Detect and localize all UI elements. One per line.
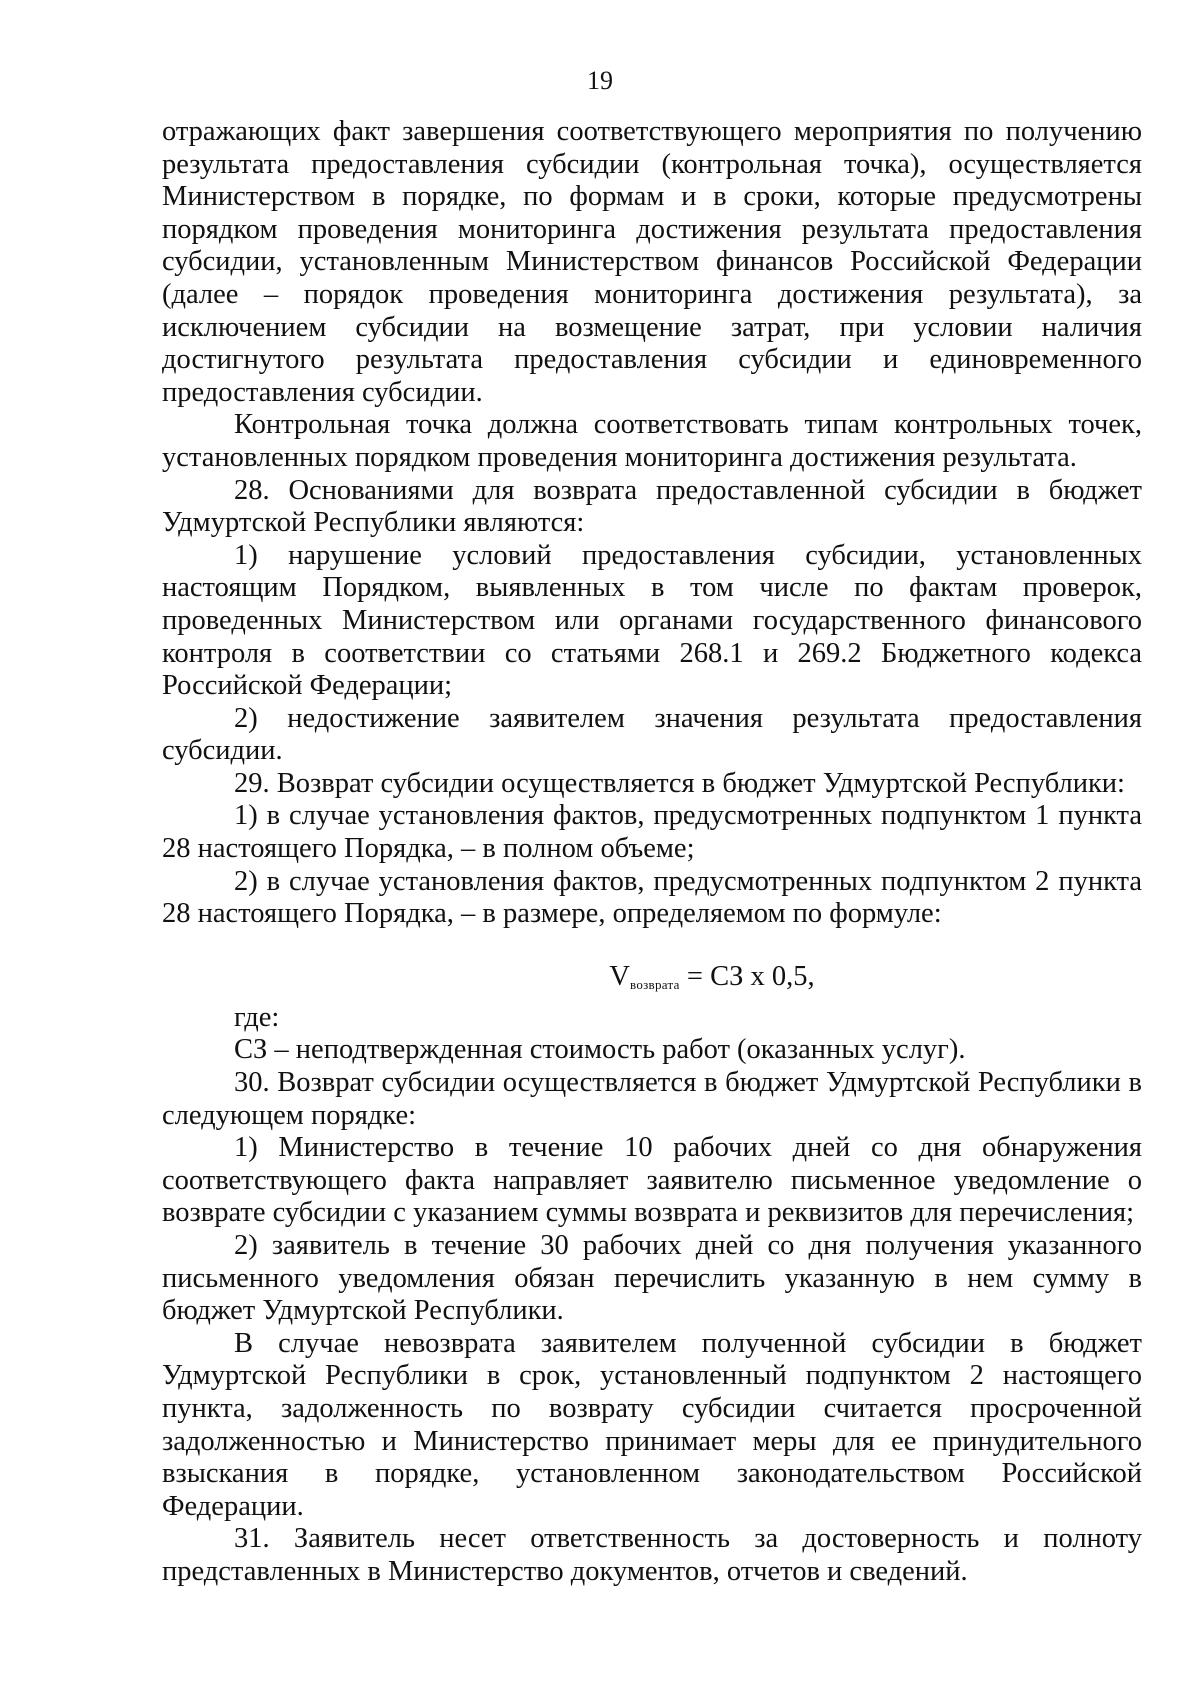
paragraph-28-item-1: 1) нарушение условий предоставления субсидии, установленных настоящим Порядком, выявленных в том числе по фактам проверок, проведенных Министерством или органами государственного финансового контроля в соответствии со статьями 268.1 и 269.2 Бюджетного кодекса Российской Федерации; xyxy=(162,539,1142,702)
paragraph-30-item-2: 2) заявитель в течение 30 рабочих дней со дня получения указанного письменного уведомления обязан перечислить указанную в нем сумму в бюджет Удмуртской Республики. xyxy=(162,1230,1142,1327)
paragraph-29-item-2: 2) в случае установления фактов, предусмотренных подпунктом 2 пункта 28 настоящего Порядка, – в размере, определяемом по формуле: xyxy=(162,865,1142,930)
paragraph-28: 28. Основаниями для возврата предоставленной субсидии в бюджет Удмуртской Республики являются: xyxy=(162,474,1142,539)
paragraph-non-return: В случае невозврата заявителем полученной субсидии в бюджет Удмуртской Республики в срок, установленный подпунктом 2 настоящего пункта, задолженность по возврату субсидии считается просроченной задолженностью и Министерство принимает меры для ее принудительного взыскания в порядке, установленном законодательством Российской Федерации. xyxy=(162,1327,1142,1522)
formula-expression: = СЗ х 0,5, xyxy=(686,960,815,992)
document-body xyxy=(162,116,1142,1589)
return-formula xyxy=(162,960,1142,1002)
paragraph-continuation: отражающих факт завершения соответствующего мероприятия по получению результата предоставления субсидии (контрольная точка), осуществляется Министерством в порядке, по формам и в сроки, которые предусмотрены порядком проведения мониторинга достижения результата предоставления субсидии, установленным Министерством финансов Российской Федерации (далее – порядок проведения мониторинга достижения результата), за исключением субсидии на возмещение затрат, при условии наличия достигнутого результата предоставления субсидии и единовременного предоставления субсидии. xyxy=(162,116,1142,408)
paragraph-29-item-1: 1) в случае установления фактов, предусмотренных подпунктом 1 пункта 28 настоящего Порядка, – в полном объеме; xyxy=(162,800,1142,865)
formula-symbol: V xyxy=(609,960,630,992)
page-number: 19 xyxy=(587,66,613,95)
formula-subscript: возврата xyxy=(629,976,680,992)
formula-definition: СЗ – неподтвержденная стоимость работ (оказанных услуг). xyxy=(234,1034,966,1066)
paragraph-31: 31. Заявитель несет ответственность за достоверность и полноту представленных в Министерство документов, отчетов и сведений. xyxy=(162,1523,1142,1587)
paragraph-30: 30. Возврат субсидии осуществляется в бюджет Удмуртской Республики в следующем порядке: xyxy=(162,1067,1142,1131)
paragraph-30-item-1: 1) Министерство в течение 10 рабочих дней со дня обнаружения соответствующего факта направляет заявителю письменное уведомление о возврате субсидии с указанием суммы возврата и реквизитов для перечисления; xyxy=(162,1132,1142,1229)
paragraph-28-item-2: 2) недостижение заявителем значения результата предоставления субсидии. xyxy=(162,702,1142,767)
paragraph-29: 29. Возврат субсидии осуществляется в бюджет Удмуртской Республики: xyxy=(234,767,1125,799)
formula-where: где: xyxy=(234,1001,280,1033)
paragraph-control-point: Контрольная точка должна соответствовать типам контрольных точек, установленных порядком проведения мониторинга достижения результата. xyxy=(162,409,1142,473)
